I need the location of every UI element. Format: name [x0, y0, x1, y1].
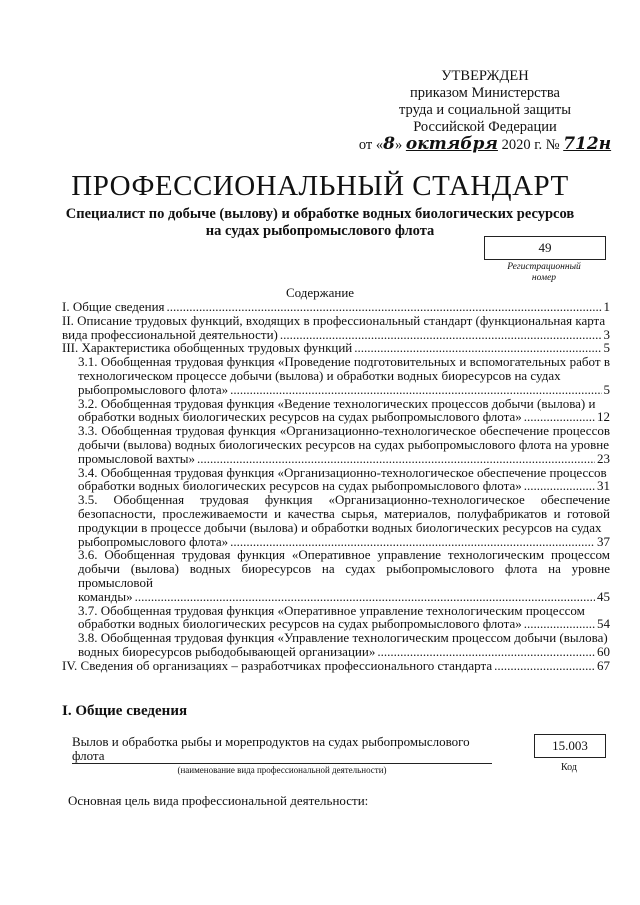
approval-block — [330, 68, 640, 154]
toc-entry[interactable] — [62, 341, 610, 355]
toc-leader-dots — [377, 645, 595, 659]
toc-entry-text: рыбопромыслового флота» — [78, 533, 229, 549]
toc-leader-dots — [197, 452, 595, 466]
toc-page-number: 67 — [597, 657, 610, 673]
toc-leader-dots — [354, 341, 601, 355]
toc-entry-text: 3.3. Обобщенная трудовая функция «Организационно-технологическое обеспечение процессов добычи (вылова) водных биологических ресурсов на судах рыбопромыслового флота на уровне — [78, 423, 610, 452]
year-text: 2020 г. № — [501, 137, 560, 153]
toc-page-number: 12 — [597, 409, 610, 425]
toc-leader-dots — [494, 659, 595, 673]
toc-entry-text: IV. Сведения об организациях – разработчиках профессионального стандарта — [62, 657, 493, 673]
toc-entry-text: обработки водных биологических ресурсов на судах рыбопромыслового флота» — [78, 409, 522, 425]
toc-entry-text: 3.7. Обобщенная трудовая функция «Оперативное управление технологическим процессом — [78, 602, 585, 618]
date-prefix: от « — [358, 137, 384, 153]
toc-entry[interactable] — [62, 604, 610, 632]
toc-leader-dots — [230, 535, 595, 549]
handwritten-month: октября — [405, 134, 498, 154]
toc-entry[interactable] — [62, 355, 610, 396]
toc-page-number: 5 — [603, 340, 610, 356]
toc-entry-text: II. Описание трудовых функций, входящих в профессиональный стандарт (функциональная карта — [62, 312, 606, 328]
toc-entry[interactable] — [62, 424, 610, 465]
toc-entry-text: 3.4. Обобщенная трудовая функция «Организационно-технологическое обеспечение процессов — [78, 464, 607, 480]
toc-entry-text: 3.5. Обобщенная трудовая функция «Организационно-технологическое обеспечение безопасности, прослеживаемости и качества сырья, материалов, полуфабрикатов и готовой продукции в процессе добычи (вылова) и обработки водных биологических ресурсов на судах — [78, 492, 610, 535]
toc-entry-text: 3.8. Обобщенная трудовая функция «Управление технологическим процессом добычи (вылова) — [78, 630, 608, 646]
registration-label-line-1: Регистрационный — [507, 262, 581, 272]
toc-entry-text: рыбопромыслового флота» — [78, 381, 229, 397]
approval-date-line — [330, 136, 640, 154]
toc-leader-dots — [280, 328, 602, 342]
toc-page-number: 23 — [597, 450, 610, 466]
toc-entry[interactable] — [62, 314, 610, 342]
registration-label — [484, 262, 604, 284]
toc-leader-dots — [230, 383, 601, 397]
toc-page-number: 54 — [597, 616, 610, 632]
toc-page-number: 37 — [597, 533, 610, 549]
subtitle-line-1: Специалист по добыче (вылову) и обработке водных биологических ресурсов — [65, 206, 575, 222]
toc-entry-text: 3.2. Обобщенная трудовая функция «Ведение технологических процессов добычи (вылова) и — [78, 395, 596, 411]
registration-number-box: 49 — [484, 236, 606, 260]
date-mid: » — [395, 137, 403, 153]
toc-entry-text: 3.6. Обобщенная трудовая функция «Оперативное управление технологическим процессом добычи (вылова) водных биоресурсов на судах рыбопромыслового флота на уровне промысловой — [78, 547, 610, 590]
toc-leader-dots — [524, 479, 595, 493]
toc-entry-text: III. Характеристика обобщенных трудовых функций — [62, 340, 353, 356]
toc-page-number: 1 — [603, 299, 610, 314]
approval-line-order: приказом Министерства — [410, 85, 560, 101]
toc-page-number: 3 — [603, 326, 610, 342]
toc-entry[interactable] — [62, 631, 610, 659]
toc-entry-text: I. Общие сведения — [62, 299, 165, 314]
registration-label-line-2: номер — [531, 273, 557, 283]
toc-entry-text: промысловой вахты» — [78, 450, 196, 466]
toc-leader-dots — [135, 590, 595, 604]
activity-underline — [72, 763, 492, 764]
toc-entry[interactable] — [62, 493, 610, 548]
activity-code-box: 15.003 — [534, 734, 606, 758]
handwritten-day: 8 — [383, 134, 395, 154]
approval-title: УТВЕРЖДЕН — [441, 68, 529, 84]
subtitle-line-2: на судах рыбопромыслового флота — [205, 223, 435, 239]
toc-page-number: 31 — [597, 478, 610, 494]
toc-page-number: 5 — [603, 381, 610, 397]
section-heading: I. Общие сведения — [62, 703, 188, 719]
standard-subtitle — [40, 206, 600, 240]
table-of-contents — [62, 300, 610, 673]
goal-label: Основная цель вида профессиональной деятельности: — [68, 793, 369, 808]
toc-entry[interactable] — [62, 466, 610, 494]
toc-entry-text: команды» — [78, 588, 133, 604]
toc-page-number: 60 — [597, 643, 610, 659]
toc-entry-text: обработки водных биологических ресурсов на судах рыбопромыслового флота» — [78, 616, 522, 632]
toc-leader-dots — [524, 617, 595, 631]
handwritten-order-number: 712н — [563, 134, 612, 154]
toc-page-number: 45 — [597, 588, 610, 604]
document-title: ПРОФЕССИОНАЛЬНЫЙ СТАНДАРТ — [71, 170, 569, 202]
activity-code-label: Код — [561, 762, 577, 773]
approval-line-country: Российской Федерации — [413, 119, 557, 135]
toc-entry[interactable] — [62, 397, 610, 425]
toc-entry[interactable] — [62, 300, 610, 314]
approval-line-ministry: труда и социальной защиты — [399, 102, 571, 118]
toc-entry-text: 3.1. Обобщенная трудовая функция «Проведение подготовительных и вспомогательных работ в технологическом процессе добычи (вылова) и обработки водных биоресурсов на судах — [78, 354, 610, 383]
activity-caption: (наименование вида профессиональной деятельности) — [177, 765, 387, 775]
toc-entry-text: вида профессиональной деятельности) — [62, 326, 278, 342]
toc-entry[interactable] — [62, 659, 610, 673]
toc-heading: Содержание — [285, 285, 355, 300]
toc-entry[interactable] — [62, 548, 610, 603]
activity-name: Вылов и обработка рыбы и морепродуктов на судах рыбопромыслового флота — [72, 734, 470, 763]
toc-entry-text: водных биоресурсов рыбодобывающей организации» — [78, 643, 376, 659]
toc-leader-dots — [167, 300, 602, 314]
toc-leader-dots — [524, 410, 595, 424]
toc-entry-text: обработки водных биологических ресурсов на судах рыбопромыслового флота» — [78, 478, 522, 494]
